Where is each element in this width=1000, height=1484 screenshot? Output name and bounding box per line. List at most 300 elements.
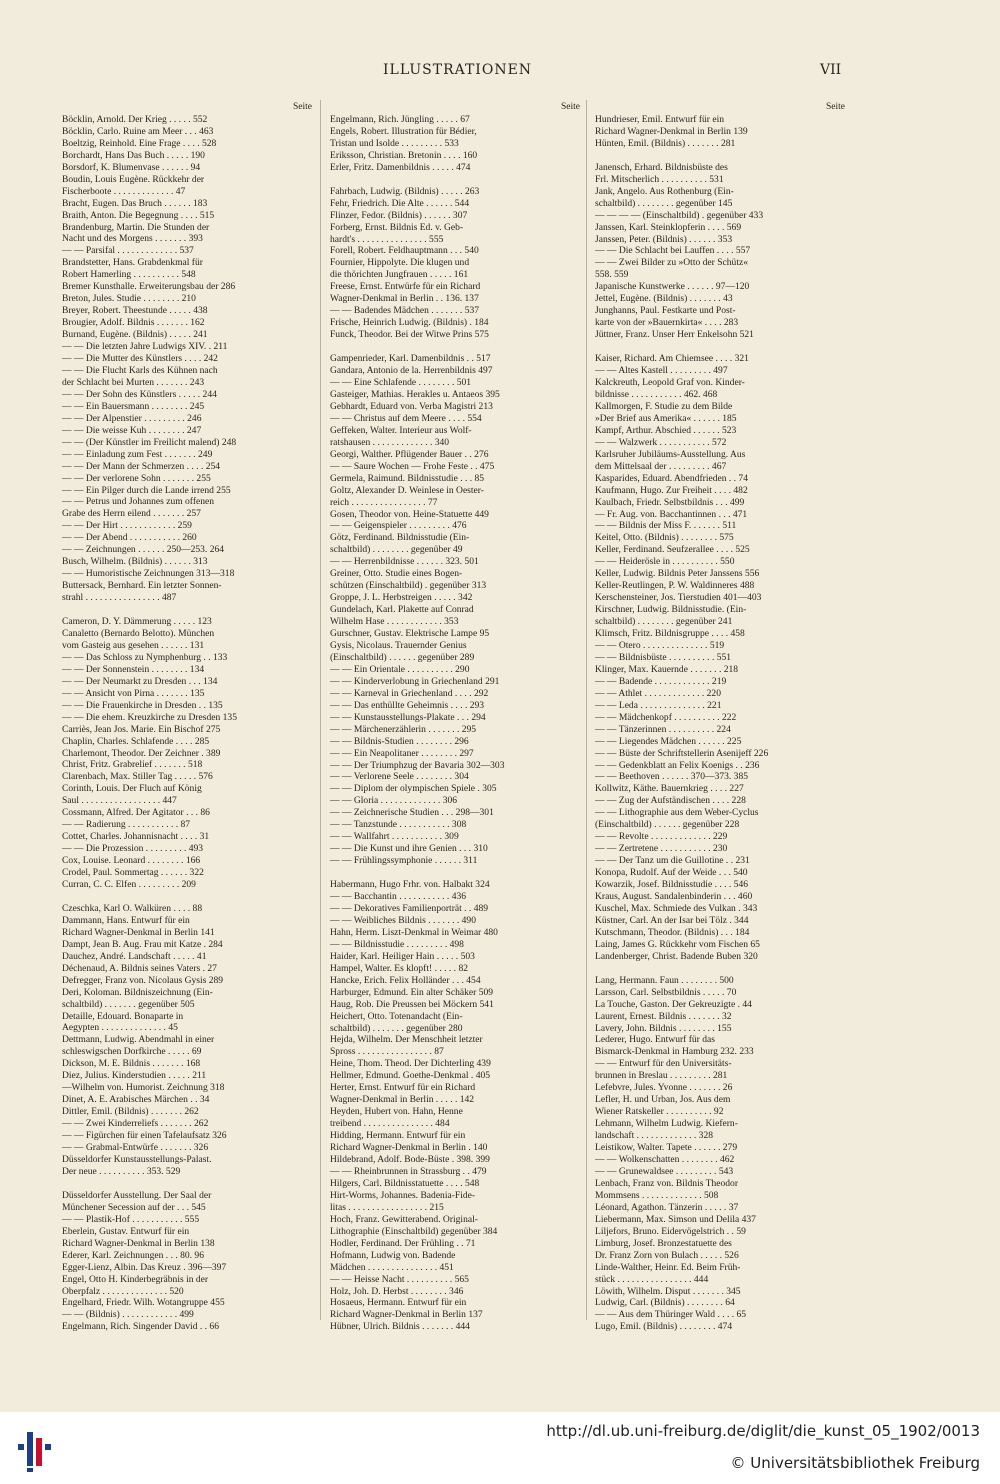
index-entry: Richard Wagner-Denkmal in Berlin 141 (62, 926, 215, 938)
copyright-text: © Universitätsbibliothek Freiburg (730, 1454, 980, 1472)
index-entry: Götz, Ferdinand. Bildnisstudie (Ein- (330, 532, 470, 544)
index-entry: Jettel, Eugène. (Bildnis) . . . . . . . 43 (595, 293, 733, 305)
index-entry: — — Plastik-Hof . . . . . . . . . . . 555 (62, 1213, 200, 1225)
index-entry: Herter, Ernst. Entwurf für ein Richard (330, 1082, 476, 1094)
index-entry: — — Frühlingssymphonie . . . . . . 311 (330, 855, 478, 867)
index-entry: Kampf, Arthur. Abschied . . . . . . 523 (595, 424, 737, 436)
index-entry: Larsson, Carl. Selbstbildnis . . . . . 70 (595, 986, 737, 998)
index-entry: Greiner, Otto. Studie eines Bogen- (330, 568, 463, 580)
index-entry: Dickson, M. E. Bildnis . . . . . . . 168 (62, 1058, 201, 1070)
index-entry: Lang, Hermann. Faun . . . . . . . . 500 (595, 974, 734, 986)
index-entry: Heine, Thom. Theod. Der Dichterling 439 (330, 1058, 491, 1070)
index-entry: Goltz, Alexander D. Weinlese in Oester- (330, 484, 484, 496)
index-entry: Kutschmann, Theodor. (Bildnis) . . . 184 (595, 926, 750, 938)
index-entry: Gasteiger, Mathias. Herakles u. Antaeos 395 (330, 388, 500, 400)
index-entry: — — Herrenbildnisse . . . . . . 323. 501 (330, 556, 479, 568)
index-entry: schützen (Einschaltbild) . gegenüber 313 (330, 580, 487, 592)
index-entry: Wagner-Denkmal in Berlin . . . . . 142 (330, 1094, 475, 1106)
index-entry: Grabe des Herrn eilend . . . . . . . 257 (62, 508, 201, 520)
index-entry: — — Humoristische Zeichnungen 313—318 (62, 568, 235, 580)
index-entry: Hilgers, Carl. Bildnisstatuette . . . . 548 (330, 1177, 480, 1189)
index-entry: Richard Wagner-Denkmal in Berlin 138 (62, 1237, 215, 1249)
index-entry: Léonard, Agathon. Tänzerin . . . . . 37 (595, 1201, 739, 1213)
index-entry: — — Otero . . . . . . . . . . . . . . 519 (595, 639, 725, 651)
index-entry: — — Beethoven . . . . . . 370—373. 385 (595, 771, 749, 783)
index-entry: der Schlacht bei Murten . . . . . . . 243 (62, 376, 205, 388)
index-entry: — — Das enthüllte Geheimnis . . . . 293 (330, 699, 485, 711)
index-entry: — — Einladung zum Fest . . . . . . . 249 (62, 448, 213, 460)
index-entry: — — Figürchen für einen Tafelaufsatz 326 (62, 1130, 227, 1142)
index-entry: Hahn, Herm. Liszt-Denkmal in Weimar 480 (330, 926, 498, 938)
index-entry: — — Die Prozession . . . . . . . . . 493 (62, 843, 204, 855)
index-entry: — — Die Kunst und ihre Genien . . . 310 (330, 843, 488, 855)
index-entry: Kerschensteiner, Jos. Tierstudien 401—403 (595, 592, 762, 604)
index-entry: Bismarck-Denkmal in Hamburg 232. 233 (595, 1046, 754, 1058)
index-entry: Lefebvre, Jules. Yvonne . . . . . . . 26 (595, 1082, 733, 1094)
seite-label: Seite (826, 102, 845, 112)
index-entry: Oberpfalz . . . . . . . . . . . . . . 520 (62, 1285, 184, 1297)
index-entry: Laurent, Ernest. Bildnis . . . . . . . 32 (595, 1010, 732, 1022)
index-entry: Engelhard, Friedr. Wilh. Wotangruppe 455 (62, 1297, 225, 1309)
index-entry: Robert Hamerling . . . . . . . . . . 548 (62, 269, 196, 281)
index-entry: Mädchen . . . . . . . . . . . . . . . 451 (330, 1261, 454, 1273)
index-entry: Egger-Lienz, Albin. Das Kreuz . 396—397 (62, 1261, 227, 1273)
index-entry: Carriès, Jean Jos. Marie. Ein Bischof 275 (62, 723, 221, 735)
index-entry: Canaletto (Bernardo Belotto). München (62, 627, 215, 639)
index-column-3 (595, 102, 845, 1333)
index-entry: — — Heisse Nacht . . . . . . . . . . 565 (330, 1273, 469, 1285)
index-entry: Heyden, Hubert von. Hahn, Henne (330, 1106, 463, 1118)
index-entry: Janssen, Karl. Steinklopferin . . . . 569 (595, 221, 742, 233)
index-entry: Linde-Walther, Heinr. Ed. Beim Früh- (595, 1261, 741, 1273)
index-entry: — — Ein Neapolitaner . . . . . . . . 297 (330, 747, 474, 759)
index-entry: Wiener Ratskeller . . . . . . . . . . 92 (595, 1106, 724, 1118)
index-entry: Kraus, August. Sandalenbinderin . . . 460 (595, 891, 753, 902)
index-entry: Habermann, Hugo Frhr. von. Halbakt 324 (330, 879, 490, 891)
index-entry: — — Märchenerzählerin . . . . . . . 295 (330, 723, 477, 735)
index-entry: — — Die Flucht Karls des Kühnen nach (62, 364, 218, 376)
index-entry: reich . . . . . . . . . . . . . . . . 77 (330, 496, 438, 508)
index-entry: Gurschner, Gustav. Elektrische Lampe 95 (330, 628, 490, 640)
index-entry: Janssen, Peter. (Bildnis) . . . . . . 353 (595, 233, 733, 245)
index-entry: — — Tänzerinnen . . . . . . . . . . 224 (595, 723, 731, 735)
index-entry: — — — — (Einschaltbild) . gegenüber 433 (595, 209, 764, 221)
index-entry: — — Altes Kastell . . . . . . . . . 497 (595, 365, 728, 377)
index-entry: — — Wallfahrt . . . . . . . . . . . 309 (330, 831, 459, 843)
index-entry: vom Gasteig aus gesehen . . . . . . 131 (62, 639, 205, 651)
index-entry: Junghanns, Paul. Festkarte und Post- (595, 305, 736, 317)
index-entry: Defregger, Franz von. Nicolaus Gysis 289 (62, 974, 224, 986)
index-entry: — — Parsifal . . . . . . . . . . . . . 537 (62, 245, 194, 257)
index-entry: Lithographie (Einschaltbild) gegenüber 384 (330, 1225, 498, 1237)
index-entry: Dammann, Hans. Entwurf für ein (62, 914, 190, 926)
index-entry: Hellmer, Edmund. Goethe-Denkmal . 405 (330, 1070, 491, 1082)
index-entry: Bracht, Eugen. Das Bruch . . . . . . 183 (62, 197, 208, 209)
index-entry: Hejda, Wilhelm. Der Menschheit letzter (330, 1034, 483, 1046)
index-entry: — — Badende . . . . . . . . . . . . 219 (595, 675, 727, 687)
index-entry: Küstner, Carl. An der Isar bei Tölz . 344 (595, 914, 749, 926)
index-entry: Georgi, Walther. Pflügender Bauer . . 276 (330, 448, 489, 460)
index-entry: Deri, Koloman. Bildniszeichnung (Ein- (62, 986, 213, 998)
index-entry: Hildebrand, Adolf. Bode-Büste . 398. 399 (330, 1154, 490, 1166)
index-entry: — — Entwurf für den Universitäts- (595, 1058, 732, 1070)
index-entry: — — Zeichnerische Studien . . . 298—301 (330, 807, 494, 819)
index-entry: Fournier, Hippolyte. Die klugen und (330, 257, 470, 269)
index-entry: Kallmorgen, F. Studie zu dem Bilde (595, 400, 733, 412)
index-entry: Erler, Fritz. Damenbildnis . . . . . 474 (330, 161, 471, 173)
index-entry: — — Das Schloss zu Nymphenburg . . 133 (62, 651, 228, 663)
index-entry: — — (Bildnis) . . . . . . . . . . . . 499 (62, 1309, 194, 1321)
index-entry: Crodel, Paul. Sommertag . . . . . . 322 (62, 867, 204, 879)
index-entry: Keitel, Otto. (Bildnis) . . . . . . . . 575 (595, 532, 734, 544)
index-entry: — — Ein Pilger durch die Lande irrend 255 (62, 484, 231, 496)
index-entry: Klinger, Max. Kauernde . . . . . . . 218 (595, 663, 739, 675)
entries-list (330, 114, 580, 1333)
index-entry: — — Die Mutter des Künstlers . . . . 242 (62, 353, 218, 365)
index-entry: — — Der Sohn des Künstlers . . . . . 244 (62, 388, 217, 400)
index-entry: Forell, Robert. Feldhauptmann . . . 540 (330, 245, 479, 257)
index-entry: Brougier, Adolf. Bildnis . . . . . . . 162 (62, 317, 205, 329)
index-entry: — — Diplom der olympischen Spiele . 305 (330, 783, 497, 795)
index-entry: Christ, Fritz. Grabrelief . . . . . . . 518 (62, 759, 203, 771)
index-entry: Lavery, John. Bildnis . . . . . . . . 155 (595, 1022, 732, 1034)
index-entry: Dampt, Jean B. Aug. Frau mit Katze . 284 (62, 938, 223, 950)
index-entry: — Fr. Aug. von. Bacchantinnen . . . 471 (595, 508, 748, 520)
index-entry: landschaft . . . . . . . . . . . . . 328 (595, 1130, 713, 1142)
index-entry: Detaille, Edouard. Bonaparte in (62, 1010, 184, 1022)
index-entry: Germela, Raimund. Bildnisstudie . . . 85 (330, 472, 485, 484)
index-entry: — — Grabmal-Entwürfe . . . . . . . 326 (62, 1142, 209, 1154)
index-entry: — — Der Sonnenstein . . . . . . . . 134 (62, 663, 205, 675)
index-entry: — — Bildnisbüste . . . . . . . . . . 551 (595, 651, 732, 663)
index-entry: Chaplin, Charles. Schlafende . . . . 285 (62, 735, 210, 747)
index-entry: Lenbach, Franz von. Bildnis Theodor (595, 1177, 738, 1189)
index-entry: — — Der Tanz um die Guillotine . . 231 (595, 855, 750, 867)
index-entry: — — Wolkenschatten . . . . . . . . 462 (595, 1154, 735, 1166)
index-entry: Hirt-Worms, Johannes. Badenia-Fide- (330, 1189, 476, 1201)
index-entry: Déchenaud, A. Bildnis seines Vaters . 27 (62, 962, 217, 974)
index-entry: — — Der Neumarkt zu Dresden . . . 134 (62, 675, 218, 687)
index-entry: — — Die Frauenkirche in Dresden . . 135 (62, 699, 223, 711)
index-entry: Cox, Louise. Leonard . . . . . . . . 166 (62, 855, 201, 867)
index-entry: Eriksson, Christian. Bretonin . . . . 160 (330, 149, 478, 161)
index-entry: — — Bildnis der Miss F. . . . . . . 511 (595, 520, 737, 532)
index-entry: Kaulbach, Friedr. Selbstbildnis . . . 499 (595, 496, 745, 508)
index-entry: — — Verlorene Seele . . . . . . . . 304 (330, 771, 469, 783)
index-entry: Eberlein, Gustav. Entwurf für ein (62, 1225, 190, 1237)
index-entry: Böcklin, Carlo. Ruine am Meer . . . 463 (62, 125, 214, 137)
index-entry: Löwith, Wilhelm. Disput . . . . . . . 345 (595, 1285, 741, 1297)
seite-label: Seite (293, 102, 312, 112)
index-entry: Gampenrieder, Karl. Damenbildnis . . 517 (330, 353, 491, 365)
index-entry: Cottet, Charles. Johannisnacht . . . . 31 (62, 831, 210, 843)
index-entry: Fischerboote . . . . . . . . . . . . . 47 (62, 185, 186, 197)
index-entry: Kuschel, Max. Schmiede des Vulkan . 343 (595, 902, 758, 914)
index-entry: — — Zeichnungen . . . . . . 250—253. 264 (62, 544, 225, 556)
index-entry: — — Gloria . . . . . . . . . . . . . 306 (330, 795, 458, 807)
index-entry: — — Rheinbrunnen in Strassburg . . 479 (330, 1165, 487, 1177)
index-entry: —Wilhelm von. Humorist. Zeichnung 318 (62, 1082, 225, 1094)
index-entry: Clarenbach, Max. Stiller Tag . . . . . 576 (62, 771, 213, 783)
index-entry: Jank, Angelo. Aus Rothenburg (Ein- (595, 185, 734, 197)
index-entry: — — Zertretene . . . . . . . . . . . 230 (595, 843, 728, 855)
index-entry: Brandenburg, Martin. Die Stunden der (62, 221, 210, 233)
index-entry: Karlsruher Jubiläums-Ausstellung. Aus (595, 448, 746, 460)
column-divider (320, 100, 321, 1320)
index-entry: — — Mädchenkopf . . . . . . . . . . 222 (595, 711, 737, 723)
index-entry: Münchener Secession auf der . . . 545 (62, 1201, 206, 1213)
index-entry: Keller-Reutlingen, P. W. Waldinneres 488 (595, 580, 755, 592)
index-entry: strahl . . . . . . . . . . . . . . . . 487 (62, 592, 177, 604)
index-entry: Dinet, A. E. Arabisches Märchen . . 34 (62, 1094, 210, 1106)
index-entry: — — Bildnisstudie . . . . . . . . . 498 (330, 938, 464, 950)
index-entry: Hancke, Erich. Felix Holländer . . . 454 (330, 974, 481, 986)
index-entry: litas . . . . . . . . . . . . . . . . . 215 (330, 1201, 444, 1213)
index-entry: Diez, Julius. Kinderstudien . . . . . 211 (62, 1070, 207, 1082)
index-entry: Geffeken, Walter. Interieur aus Wolf- (330, 424, 472, 436)
index-entry: — — Bildnis-Studien . . . . . . . . 296 (330, 735, 469, 747)
index-entry: — — Büste der Schriftstellerin Asenijeff 226 (595, 747, 769, 759)
index-entry: schaltbild) . . . . . . . gegenüber 280 (330, 1022, 463, 1034)
index-entry: Aegypten . . . . . . . . . . . . . . 45 (62, 1022, 178, 1034)
index-entry: Hundrieser, Emil. Entwurf für ein (595, 113, 724, 125)
index-entry: schaltbild) . . . . . . . . gegenüber 241 (595, 616, 733, 628)
index-entry: schaltbild) . . . . . . . gegenüber 505 (62, 998, 195, 1010)
index-entry: Hübner, Ulrich. Bildnis . . . . . . . 444 (330, 1321, 470, 1333)
index-entry: Bremer Kunsthalle. Erweiterungsbau der 286 (62, 281, 236, 293)
index-entry: Busch, Wilhelm. (Bildnis) . . . . . . 313 (62, 556, 208, 568)
index-entry: — — Der Alpenstier . . . . . . . . . 246 (62, 412, 202, 424)
index-entry: Hodler, Ferdinand. Der Frühling . . 71 (330, 1237, 476, 1249)
index-entry: Czeschka, Karl O. Walküren . . . . 88 (62, 902, 203, 914)
index-entry: — — Dekoratives Familienporträt . . 489 (330, 903, 489, 914)
index-entry: — — Der Mann der Schmerzen . . . . 254 (62, 460, 221, 472)
index-entry: — — Kunstausstellungs-Plakate . . . 294 (330, 711, 486, 723)
index-entry: — — Bacchantin . . . . . . . . . . . 436 (330, 891, 467, 903)
index-entry: — — Der Hirt . . . . . . . . . . . . 259 (62, 520, 192, 532)
index-entry: Lederer, Hugo. Entwurf für das (595, 1034, 715, 1046)
index-entry: schleswigschen Dorfkirche . . . . . 69 (62, 1046, 202, 1058)
index-entry: — — Radierung . . . . . . . . . . . 87 (62, 819, 191, 831)
index-entry: — — Heiderösle in . . . . . . . . . . 550 (595, 556, 735, 568)
index-entry: — — Geigenspieler . . . . . . . . . 476 (330, 520, 467, 532)
index-entry: Keller, Ferdinand. Seufzerallee . . . . 525 (595, 544, 750, 556)
index-entry: Ludwig, Carl. (Bildnis) . . . . . . . . 64 (595, 1297, 735, 1309)
index-entry: Limburg, Josef. Bronzestatuette des (595, 1237, 732, 1249)
index-entry: Fehr, Friedrich. Die Alte . . . . . . 544 (330, 197, 470, 209)
index-column-2 (330, 102, 580, 1333)
index-entry: Nacht und des Morgens . . . . . . . 393 (62, 233, 203, 245)
index-entry: — — Der verlorene Sohn . . . . . . . 255 (62, 472, 211, 484)
index-entry: Brandstetter, Hans. Grabdenkmal für (62, 257, 203, 269)
index-entry: — — Walzwerk . . . . . . . . . . . 572 (595, 436, 727, 448)
footer-bar (0, 1412, 1000, 1484)
index-entry: Borchardt, Hans Das Buch . . . . . 190 (62, 149, 205, 161)
index-entry: — — Die weisse Kuh . . . . . . . . 247 (62, 424, 202, 436)
university-logo-icon (16, 1424, 56, 1474)
index-entry: Tristan und Isolde . . . . . . . . . 533 (330, 137, 459, 149)
index-entry: — — Weibliches Bildnis . . . . . . . 490 (330, 914, 476, 926)
index-entry: — — Eine Schlafende . . . . . . . . 501 (330, 377, 472, 389)
index-entry: Charlemont, Theodor. Der Zeichner . 389 (62, 747, 221, 759)
index-entry: Wilhelm Hase . . . . . . . . . . . . 353 (330, 616, 459, 628)
index-entry: Boeltzig, Reinhold. Eine Frage . . . . 528 (62, 137, 217, 149)
index-entry: treibend . . . . . . . . . . . . . . . 484 (330, 1118, 450, 1130)
index-entry: Keller, Ludwig. Bildnis Peter Janssens 556 (595, 568, 760, 580)
index-entry: Engels, Robert. Illustration für Bédier, (330, 125, 477, 137)
index-entry: Kasparides, Eduard. Abendfrieden . . 74 (595, 472, 748, 484)
index-entry: Hoch, Franz. Gewitterabend. Original- (330, 1213, 478, 1225)
index-entry: — — Karneval in Griechenland . . . . 292 (330, 687, 489, 699)
index-entry: Corinth, Louis. Der Fluch auf König (62, 783, 202, 795)
index-entry: — — Die letzten Jahre Ludwigs XIV. . 211 (62, 341, 228, 353)
page-title: ILLUSTRATIONEN (383, 62, 533, 78)
index-entry: 558. 559 (595, 269, 629, 281)
index-entry: La Touche, Gaston. Der Gekreuzigte . 44 (595, 998, 752, 1010)
index-entry: schaltbild) . . . . . . . . gegenüber 49 (330, 544, 463, 556)
index-entry: — — Der Triumphzug der Bavaria 302—303 (330, 759, 505, 771)
index-entry: — — Der Abend . . . . . . . . . . . 260 (62, 532, 197, 544)
index-entry: ratshausen . . . . . . . . . . . . . 340 (330, 436, 450, 448)
index-entry: Fahrbach, Ludwig. (Bildnis) . . . . . 263 (330, 185, 480, 197)
index-entry: Mommsens . . . . . . . . . . . . . 508 (595, 1189, 719, 1201)
index-entry: Funck, Theodor. Bei der Witwe Prins 575 (330, 329, 489, 341)
index-entry: Gebhardt, Eduard von. Verba Magistri 213 (330, 400, 493, 412)
index-entry: — — Kinderverlobung in Griechenland 291 (330, 675, 500, 687)
index-entry: Kowarzik, Josef. Bildnisstudie . . . . 546 (595, 879, 749, 891)
index-entry: brunnen in Breslau . . . . . . . . . 281 (595, 1070, 728, 1082)
index-entry: Richard Wagner-Denkmal in Berlin 139 (595, 125, 748, 137)
index-entry: die thörichten Jungfrauen . . . . . 161 (330, 269, 469, 281)
index-entry: — — Die ehem. Kreuzkirche zu Dresden 135 (62, 711, 237, 723)
index-entry: Gosen, Theodor von. Heine-Statuette 449 (330, 508, 489, 520)
index-entry: — — Ein Orientale . . . . . . . . . . 290 (330, 663, 470, 675)
index-entry: Flinzer, Fedor. (Bildnis) . . . . . . 307 (330, 209, 468, 221)
index-entry: Borsdorf, K. Blumenvase . . . . . . 94 (62, 161, 201, 173)
index-entry: Der neue . . . . . . . . . . 353. 529 (62, 1165, 181, 1177)
index-entry: Freese, Ernst. Entwürfe für ein Richard (330, 281, 481, 293)
index-entry: karte von der »Bauernkirta« . . . . 283 (595, 317, 739, 329)
index-entry: Curran, C. C. Elfen . . . . . . . . . 209 (62, 879, 196, 890)
index-entry: Forberg, Ernst. Bildnis Ed. v. Geb- (330, 221, 464, 233)
index-entry: Breyer, Robert. Theestunde . . . . . 438 (62, 305, 208, 317)
index-entry: Engelmann, Rich. Singender David . . 66 (62, 1321, 219, 1333)
index-entry: Hünten, Emil. (Bildnis) . . . . . . . 281 (595, 137, 736, 149)
index-entry: schaltbild) . . . . . . . . gegenüber 145 (595, 197, 733, 209)
index-entry: — — Saure Wochen — Frohe Feste . . 475 (330, 460, 495, 472)
index-entry: — — Leda . . . . . . . . . . . . . . 221 (595, 699, 722, 711)
index-entry: Hosaeus, Hermann. Entwurf für ein (330, 1297, 467, 1309)
seite-label: Seite (561, 102, 580, 112)
index-entry: Kaufmann, Hugo. Zur Freiheit . . . . 482 (595, 484, 748, 496)
index-entry: Landenberger, Christ. Badende Buben 320 (595, 950, 758, 962)
index-entry: Holz, Joh. D. Herbst . . . . . . . . 346 (330, 1285, 464, 1297)
index-entry: Dettmann, Ludwig. Abendmahl in einer (62, 1034, 215, 1046)
index-entry: Heichert, Otto. Totenandacht (Ein- (330, 1010, 463, 1022)
index-entry: Jüttner, Franz. Unser Herr Enkelsohn 521 (595, 329, 754, 341)
index-entry: Konopa, Rudolf. Auf der Weide . . . 540 (595, 867, 748, 879)
index-entry: Hampel, Walter. Es klopft! . . . . . 82 (330, 962, 468, 974)
index-entry: (Einschaltbild) . . . . . . gegenüber 228 (595, 819, 740, 831)
index-entry: Japanische Kunstwerke . . . . . . 97—120 (595, 281, 750, 293)
index-entry: hardt's . . . . . . . . . . . . . . . 555 (330, 233, 444, 245)
index-entry: Groppe, J. L. Herbstreigen . . . . . 342 (330, 592, 473, 604)
index-entry: Liljefors, Bruno. Eidervögelstrich . . 59 (595, 1225, 746, 1237)
index-entry: — — Ein Bauersmann . . . . . . . . 245 (62, 400, 205, 412)
index-entry: Engel, Otto H. Kinderbegräbnis in der (62, 1273, 209, 1285)
index-entry: Cameron, D. Y. Dämmerung . . . . . 123 (62, 616, 212, 628)
index-entry: — — Zwei Kinderreliefs . . . . . . . 262 (62, 1118, 209, 1130)
index-entry: — — Badendes Mädchen . . . . . . . 537 (330, 305, 480, 317)
index-entry: Burnand, Eugène. (Bildnis) . . . . . 241 (62, 329, 208, 341)
index-entry: — — Athlet . . . . . . . . . . . . . 220 (595, 687, 721, 699)
index-entry: Buttersack, Bernhard. Ein letzter Sonnen- (62, 580, 222, 592)
index-entry: — — Revolte . . . . . . . . . . . . . 229 (595, 831, 728, 843)
index-entry: Kalckreuth, Leopold Graf von. Kinder- (595, 377, 745, 389)
index-entry: Dittler, Emil. (Bildnis) . . . . . . . 262 (62, 1106, 199, 1118)
index-entry: Kirschner, Ludwig. Bildnisstudie. (Ein- (595, 604, 747, 616)
index-entry: Hidding, Hermann. Entwurf für ein (330, 1130, 466, 1142)
index-entry: — — Zug der Aufständischen . . . . 228 (595, 795, 746, 807)
index-entry: stück . . . . . . . . . . . . . . . . 444 (595, 1273, 709, 1285)
index-entry: Düsseldorfer Kunstausstellungs-Palast. (62, 1153, 212, 1165)
index-entry: Frische, Heinrich Ludwig. (Bildnis) . 184 (330, 317, 489, 329)
index-entry: Lehmann, Wilhelm Ludwig. Kiefern- (595, 1118, 738, 1130)
index-entry: Boudin, Louis Eugène. Rückkehr der (62, 173, 205, 185)
index-entry: — — Christus auf dem Meere . . . . 554 (330, 412, 482, 424)
index-entry: Richard Wagner-Denkmal in Berlin 137 (330, 1309, 483, 1321)
index-entry: Kollwitz, Käthe. Bauernkrieg . . . . 227 (595, 783, 744, 795)
index-entry: Lefler, H. und Urban, Jos. Aus dem (595, 1094, 731, 1106)
index-entry: Engelmann, Rich. Jüngling . . . . . 67 (330, 113, 470, 125)
index-entry: Dr. Franz Zorn von Bulach . . . . . 526 (595, 1249, 739, 1261)
index-entry: Saul . . . . . . . . . . . . . . . . . 447 (62, 795, 177, 807)
index-entry: Ederer, Karl. Zeichnungen . . . 80. 96 (62, 1249, 204, 1261)
index-entry: Gandara, Antonio de la. Herrenbildnis 497 (330, 365, 493, 377)
entries-list (62, 114, 312, 1333)
index-entry: Breton, Jules. Studie . . . . . . . . 210 (62, 293, 196, 305)
index-entry: Laing, James G. Rückkehr vom Fischen 65 (595, 938, 760, 950)
index-entry: Haider, Karl. Heiliger Hain . . . . . 503 (330, 950, 475, 962)
index-entry: (Einschaltbild) . . . . . . gegenüber 289 (330, 651, 475, 663)
source-url-link[interactable]: http://dl.ub.uni-freiburg.de/diglit/die_kunst_05_1902/0013 (546, 1422, 980, 1440)
column-divider (586, 100, 587, 1320)
index-entry: Janensch, Erhard. Bildnisbüste des (595, 161, 728, 173)
page-number: VII (820, 62, 842, 78)
index-entry: Kaiser, Richard. Am Chiemsee . . . . 321 (595, 353, 749, 365)
index-entry: — — Grunewaldsee . . . . . . . . . 543 (595, 1165, 734, 1177)
entries-list (595, 114, 845, 1333)
index-entry: Richard Wagner-Denkmal in Berlin . 140 (330, 1142, 488, 1154)
index-entry: Liebermann, Max. Simson und Delila 437 (595, 1213, 756, 1225)
index-entry: Lugo, Emil. (Bildnis) . . . . . . . . 474 (595, 1321, 733, 1333)
index-entry: Spross . . . . . . . . . . . . . . . . 87 (330, 1046, 444, 1058)
index-entry: Cossmann, Alfred. Der Agitator . . . 86 (62, 807, 210, 819)
index-entry: Gysis, Nicolaus. Trauernder Genius (330, 639, 467, 651)
index-entry: — — Ansicht von Pirna . . . . . . . 135 (62, 687, 205, 699)
index-entry: Leistikow, Walter. Tapete . . . . . . 279 (595, 1142, 738, 1154)
index-entry: — — Lithographie aus dem Weber-Cyclus (595, 807, 759, 819)
index-column-1 (62, 102, 312, 1333)
index-entry: — — Aus dem Thüringer Wald . . . . 65 (595, 1309, 747, 1321)
index-entry: — — Zwei Bilder zu »Otto der Schütz« (595, 257, 748, 269)
index-entry: Haug, Rob. Die Preussen bei Möckern 541 (330, 998, 494, 1010)
index-entry: Braith, Anton. Die Begegnung . . . . 515 (62, 209, 215, 221)
index-entry: »Der Brief aus Amerika« . . . . . . 185 (595, 412, 737, 424)
index-entry: — — Petrus und Johannes zum offenen (62, 496, 215, 508)
index-entry: Düsseldorfer Ausstellung. Der Saal der (62, 1189, 212, 1201)
index-entry: — — (Der Künstler im Freilicht malend) 248 (62, 436, 237, 448)
